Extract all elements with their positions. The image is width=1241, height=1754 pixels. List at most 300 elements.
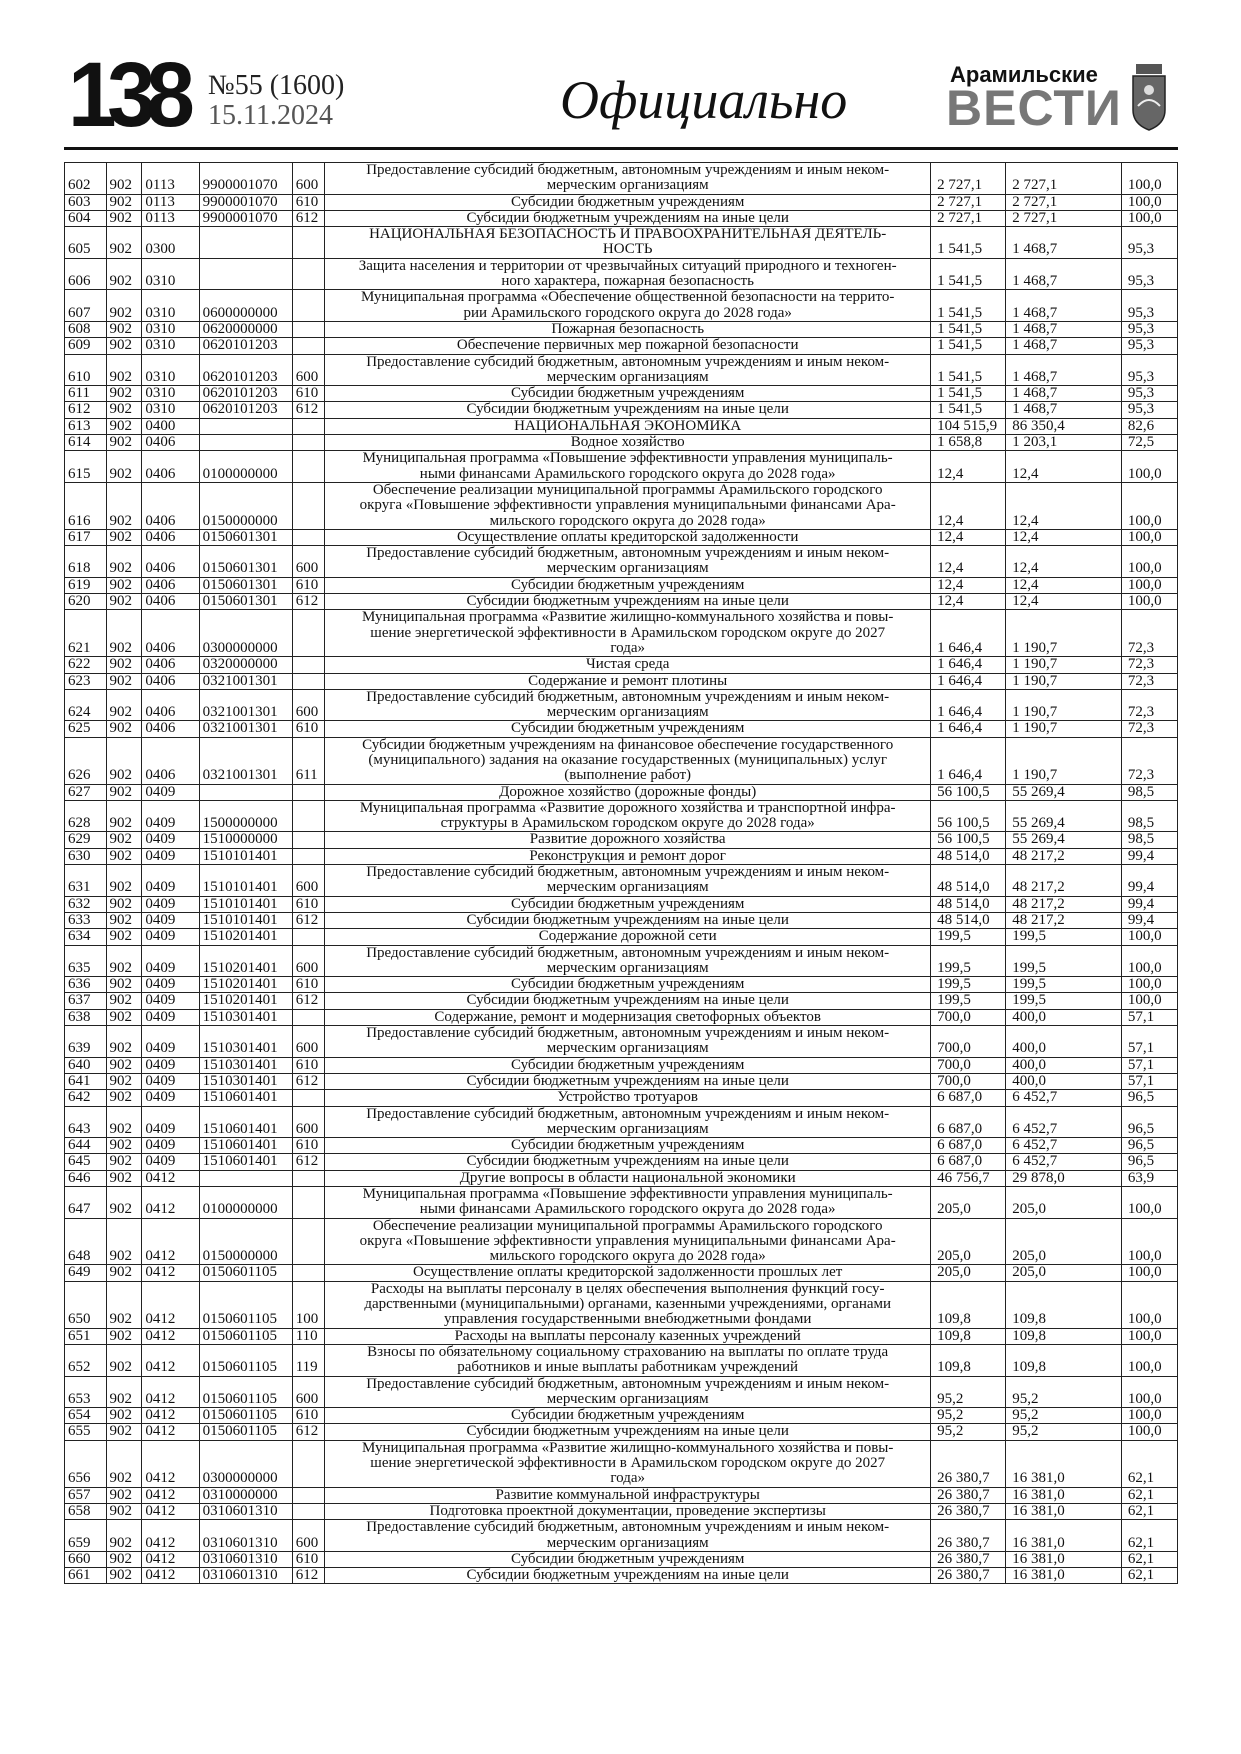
gr-code: 902 xyxy=(106,321,142,337)
planned-amount: 1 541,5 xyxy=(931,227,1006,259)
target-code: 1510201401 xyxy=(199,945,292,977)
target-code: 0150000000 xyxy=(199,482,292,529)
execution-percent: 96,5 xyxy=(1121,1154,1177,1170)
section-code: 0409 xyxy=(142,912,199,928)
executed-amount: 109,8 xyxy=(1006,1344,1122,1376)
table-row xyxy=(65,402,1178,418)
execution-percent: 57,1 xyxy=(1121,1026,1177,1058)
planned-amount: 12,4 xyxy=(931,594,1006,610)
planned-amount: 1 658,8 xyxy=(931,435,1006,451)
expense-type: 612 xyxy=(292,594,325,610)
table-row xyxy=(65,321,1178,337)
planned-amount: 1 646,4 xyxy=(931,721,1006,737)
gr-code: 902 xyxy=(106,529,142,545)
execution-percent: 57,1 xyxy=(1121,1009,1177,1025)
table-row xyxy=(65,1187,1178,1219)
expense-type: 610 xyxy=(292,1551,325,1567)
row-description: Субсидии бюджетным учреждениям на иные цели xyxy=(325,1073,931,1089)
gr-code: 902 xyxy=(106,1009,142,1025)
executed-amount: 1 190,7 xyxy=(1006,689,1122,721)
section-code: 0406 xyxy=(142,577,199,593)
expense-type: 612 xyxy=(292,210,325,226)
gr-code: 902 xyxy=(106,689,142,721)
table-row xyxy=(65,865,1178,897)
expense-type xyxy=(292,1265,325,1281)
gr-code: 902 xyxy=(106,258,142,290)
gr-code: 902 xyxy=(106,1376,142,1408)
planned-amount: 1 541,5 xyxy=(931,321,1006,337)
execution-percent: 82,6 xyxy=(1121,418,1177,434)
target-code: 1510301401 xyxy=(199,1057,292,1073)
row-number: 627 xyxy=(65,784,107,800)
expense-type xyxy=(292,657,325,673)
executed-amount: 2 727,1 xyxy=(1006,194,1122,210)
row-description: Субсидии бюджетным учреждениям xyxy=(325,1138,931,1154)
row-description: Субсидии бюджетным учреждениям xyxy=(325,1057,931,1073)
execution-percent: 100,0 xyxy=(1121,529,1177,545)
row-number: 644 xyxy=(65,1138,107,1154)
table-row xyxy=(65,1408,1178,1424)
row-number: 605 xyxy=(65,227,107,259)
row-description: Субсидии бюджетным учреждениям на иные цели xyxy=(325,912,931,928)
expense-type: 600 xyxy=(292,689,325,721)
target-code: 0150601105 xyxy=(199,1265,292,1281)
target-code xyxy=(199,1170,292,1186)
row-description: Муниципальная программа «Развитие дорожного хозяйства и транспортной инфра- структуры в Арамильском городском округе до 2028 года» xyxy=(325,800,931,832)
executed-amount: 55 269,4 xyxy=(1006,832,1122,848)
table-row xyxy=(65,1344,1178,1376)
target-code: 0150601105 xyxy=(199,1344,292,1376)
target-code: 1510301401 xyxy=(199,1073,292,1089)
expense-type: 610 xyxy=(292,1408,325,1424)
table-row xyxy=(65,451,1178,483)
expense-type: 611 xyxy=(292,737,325,784)
expense-type: 612 xyxy=(292,912,325,928)
executed-amount: 400,0 xyxy=(1006,1057,1122,1073)
row-number: 642 xyxy=(65,1090,107,1106)
target-code: 0150601301 xyxy=(199,529,292,545)
row-description: Субсидии бюджетным учреждениям xyxy=(325,1551,931,1567)
executed-amount: 16 381,0 xyxy=(1006,1503,1122,1519)
expense-type: 610 xyxy=(292,977,325,993)
row-description: Субсидии бюджетным учреждениям xyxy=(325,977,931,993)
gr-code: 902 xyxy=(106,737,142,784)
row-description: Предоставление субсидий бюджетным, автономным учреждениям и иным неком- мерческим организациям xyxy=(325,945,931,977)
expense-type xyxy=(292,451,325,483)
planned-amount: 109,8 xyxy=(931,1281,1006,1328)
expense-type xyxy=(292,1170,325,1186)
expense-type: 610 xyxy=(292,721,325,737)
row-description: Осуществление оплаты кредиторской задолженности прошлых лет xyxy=(325,1265,931,1281)
table-row xyxy=(65,1376,1178,1408)
planned-amount: 1 646,4 xyxy=(931,673,1006,689)
execution-percent: 99,4 xyxy=(1121,912,1177,928)
section-code: 0412 xyxy=(142,1487,199,1503)
executed-amount: 205,0 xyxy=(1006,1218,1122,1265)
planned-amount: 26 380,7 xyxy=(931,1487,1006,1503)
executed-amount: 95,2 xyxy=(1006,1376,1122,1408)
planned-amount: 48 514,0 xyxy=(931,865,1006,897)
executed-amount: 16 381,0 xyxy=(1006,1551,1122,1567)
planned-amount: 48 514,0 xyxy=(931,896,1006,912)
row-number: 602 xyxy=(65,163,107,195)
table-row xyxy=(65,1218,1178,1265)
row-description: Обеспечение реализации муниципальной программы Арамильского городского округа «Повышение эффективности управления муниципальными финансами Ара- мильского городского округа до 2028 года» xyxy=(325,482,931,529)
executed-amount: 6 452,7 xyxy=(1006,1106,1122,1138)
gr-code: 902 xyxy=(106,1170,142,1186)
executed-amount: 12,4 xyxy=(1006,594,1122,610)
row-description: Содержание дорожной сети xyxy=(325,929,931,945)
executed-amount: 6 452,7 xyxy=(1006,1138,1122,1154)
expense-type xyxy=(292,1503,325,1519)
section-code: 0406 xyxy=(142,689,199,721)
section-code: 0113 xyxy=(142,210,199,226)
expense-type: 610 xyxy=(292,1138,325,1154)
target-code: 0150601105 xyxy=(199,1281,292,1328)
execution-percent: 100,0 xyxy=(1121,1187,1177,1219)
section-code: 0409 xyxy=(142,1154,199,1170)
row-description: Субсидии бюджетным учреждениям xyxy=(325,896,931,912)
table-row xyxy=(65,1328,1178,1344)
execution-percent: 100,0 xyxy=(1121,1265,1177,1281)
target-code: 0310601310 xyxy=(199,1503,292,1519)
expense-type xyxy=(292,1440,325,1487)
section-code: 0409 xyxy=(142,1073,199,1089)
execution-percent: 100,0 xyxy=(1121,1376,1177,1408)
target-code: 0150601301 xyxy=(199,546,292,578)
executed-amount: 1 468,7 xyxy=(1006,321,1122,337)
expense-type: 610 xyxy=(292,896,325,912)
table-row xyxy=(65,1487,1178,1503)
row-number: 634 xyxy=(65,929,107,945)
section-code: 0412 xyxy=(142,1187,199,1219)
execution-percent: 96,5 xyxy=(1121,1090,1177,1106)
execution-percent: 63,9 xyxy=(1121,1170,1177,1186)
target-code: 0620101203 xyxy=(199,402,292,418)
row-number: 659 xyxy=(65,1520,107,1552)
gr-code: 902 xyxy=(106,784,142,800)
section-code: 0409 xyxy=(142,1090,199,1106)
target-code: 0320000000 xyxy=(199,657,292,673)
row-number: 625 xyxy=(65,721,107,737)
section-code: 0409 xyxy=(142,945,199,977)
row-description: Расходы на выплаты персоналу казенных учреждений xyxy=(325,1328,931,1344)
expense-type: 612 xyxy=(292,1073,325,1089)
planned-amount: 109,8 xyxy=(931,1328,1006,1344)
executed-amount: 12,4 xyxy=(1006,546,1122,578)
table-row xyxy=(65,1551,1178,1567)
row-number: 650 xyxy=(65,1281,107,1328)
execution-percent: 99,4 xyxy=(1121,896,1177,912)
row-description: Предоставление субсидий бюджетным, автономным учреждениям и иным неком- мерческим организациям xyxy=(325,546,931,578)
table-row xyxy=(65,290,1178,322)
table-row xyxy=(65,929,1178,945)
planned-amount: 1 541,5 xyxy=(931,338,1006,354)
row-number: 607 xyxy=(65,290,107,322)
gr-code: 902 xyxy=(106,1073,142,1089)
planned-amount: 1 646,4 xyxy=(931,657,1006,673)
issue-number: №55 (1600) xyxy=(208,70,345,101)
execution-percent: 100,0 xyxy=(1121,1408,1177,1424)
execution-percent: 95,3 xyxy=(1121,227,1177,259)
executed-amount: 400,0 xyxy=(1006,1073,1122,1089)
table-row xyxy=(65,800,1178,832)
gr-code: 902 xyxy=(106,163,142,195)
coat-of-arms-icon xyxy=(1130,62,1168,132)
expense-type: 110 xyxy=(292,1328,325,1344)
row-number: 648 xyxy=(65,1218,107,1265)
planned-amount: 26 380,7 xyxy=(931,1440,1006,1487)
gr-code: 902 xyxy=(106,832,142,848)
expense-type: 610 xyxy=(292,386,325,402)
gr-code: 902 xyxy=(106,673,142,689)
gr-code: 902 xyxy=(106,1424,142,1440)
row-number: 638 xyxy=(65,1009,107,1025)
expense-type: 119 xyxy=(292,1344,325,1376)
target-code: 1510601401 xyxy=(199,1154,292,1170)
gr-code: 902 xyxy=(106,657,142,673)
row-number: 660 xyxy=(65,1551,107,1567)
row-number: 621 xyxy=(65,610,107,657)
page-number: 138 xyxy=(68,44,186,146)
execution-percent: 72,3 xyxy=(1121,673,1177,689)
planned-amount: 12,4 xyxy=(931,451,1006,483)
row-description: Защита населения и территории от чрезвычайных ситуаций природного и техноген- ного характера, пожарная безопасность xyxy=(325,258,931,290)
executed-amount: 12,4 xyxy=(1006,529,1122,545)
gr-code: 902 xyxy=(106,1344,142,1376)
section-code: 0409 xyxy=(142,1138,199,1154)
section-code: 0412 xyxy=(142,1440,199,1487)
planned-amount: 12,4 xyxy=(931,577,1006,593)
expense-type xyxy=(292,848,325,864)
gr-code: 902 xyxy=(106,1487,142,1503)
row-description: Предоставление субсидий бюджетным, автономным учреждениям и иным неком- мерческим организациям xyxy=(325,689,931,721)
section-code: 0310 xyxy=(142,321,199,337)
planned-amount: 95,2 xyxy=(931,1376,1006,1408)
row-description: Субсидии бюджетным учреждениям на иные цели xyxy=(325,594,931,610)
gr-code: 902 xyxy=(106,194,142,210)
execution-percent: 72,3 xyxy=(1121,610,1177,657)
expense-type xyxy=(292,784,325,800)
row-description: Подготовка проектной документации, проведение экспертизы xyxy=(325,1503,931,1519)
executed-amount: 1 190,7 xyxy=(1006,737,1122,784)
execution-percent: 62,1 xyxy=(1121,1487,1177,1503)
row-description: Муниципальная программа «Обеспечение общественной безопасности на террито- рии Арамильского городского округа до 2028 года» xyxy=(325,290,931,322)
row-description: Субсидии бюджетным учреждениям xyxy=(325,194,931,210)
row-description: Обеспечение реализации муниципальной программы Арамильского городского округа «Повышение эффективности управления муниципальными финансами Ара- мильского городского округа до 2028 года» xyxy=(325,1218,931,1265)
execution-percent: 95,3 xyxy=(1121,258,1177,290)
planned-amount: 26 380,7 xyxy=(931,1520,1006,1552)
section-code: 0310 xyxy=(142,290,199,322)
table-row xyxy=(65,227,1178,259)
table-row xyxy=(65,1265,1178,1281)
gr-code: 902 xyxy=(106,482,142,529)
section-code: 0406 xyxy=(142,451,199,483)
row-number: 653 xyxy=(65,1376,107,1408)
row-number: 620 xyxy=(65,594,107,610)
section-code: 0412 xyxy=(142,1503,199,1519)
target-code xyxy=(199,418,292,434)
row-description: Содержание, ремонт и модернизация светофорных объектов xyxy=(325,1009,931,1025)
table-row xyxy=(65,258,1178,290)
row-description: Развитие коммунальной инфраструктуры xyxy=(325,1487,931,1503)
expense-type: 612 xyxy=(292,1568,325,1584)
table-row xyxy=(65,163,1178,195)
row-description: Субсидии бюджетным учреждениям на финансовое обеспечение государственного (муниципального) задания на оказание государственных (муниципальных) услуг (выполнение работ) xyxy=(325,737,931,784)
expense-type: 600 xyxy=(292,1376,325,1408)
table-row xyxy=(65,354,1178,386)
execution-percent: 57,1 xyxy=(1121,1073,1177,1089)
expense-type xyxy=(292,929,325,945)
row-number: 654 xyxy=(65,1408,107,1424)
gr-code: 902 xyxy=(106,227,142,259)
section-code: 0409 xyxy=(142,1026,199,1058)
row-description: Дорожное хозяйство (дорожные фонды) xyxy=(325,784,931,800)
table-row xyxy=(65,945,1178,977)
gr-code: 902 xyxy=(106,800,142,832)
planned-amount: 1 541,5 xyxy=(931,354,1006,386)
row-number: 619 xyxy=(65,577,107,593)
row-number: 615 xyxy=(65,451,107,483)
gr-code: 902 xyxy=(106,912,142,928)
planned-amount: 700,0 xyxy=(931,1009,1006,1025)
planned-amount: 1 646,4 xyxy=(931,689,1006,721)
row-number: 633 xyxy=(65,912,107,928)
table-row xyxy=(65,546,1178,578)
planned-amount: 46 756,7 xyxy=(931,1170,1006,1186)
expense-type: 612 xyxy=(292,993,325,1009)
executed-amount: 199,5 xyxy=(1006,977,1122,993)
gr-code: 902 xyxy=(106,1551,142,1567)
section-code: 0409 xyxy=(142,1106,199,1138)
execution-percent: 95,3 xyxy=(1121,321,1177,337)
execution-percent: 62,1 xyxy=(1121,1551,1177,1567)
execution-percent: 95,3 xyxy=(1121,354,1177,386)
target-code: 1510201401 xyxy=(199,977,292,993)
gr-code: 902 xyxy=(106,945,142,977)
target-code: 0600000000 xyxy=(199,290,292,322)
row-description: Предоставление субсидий бюджетным, автономным учреждениям и иным неком- мерческим организациям xyxy=(325,1520,931,1552)
execution-percent: 100,0 xyxy=(1121,977,1177,993)
target-code: 0300000000 xyxy=(199,610,292,657)
table-row xyxy=(65,657,1178,673)
executed-amount: 109,8 xyxy=(1006,1281,1122,1328)
gr-code: 902 xyxy=(106,338,142,354)
gr-code: 902 xyxy=(106,1106,142,1138)
target-code: 0620101203 xyxy=(199,386,292,402)
executed-amount: 95,2 xyxy=(1006,1408,1122,1424)
table-row xyxy=(65,721,1178,737)
section-code: 0400 xyxy=(142,418,199,434)
row-number: 657 xyxy=(65,1487,107,1503)
row-number: 652 xyxy=(65,1344,107,1376)
row-description: Муниципальная программа «Развитие жилищно-коммунального хозяйства и повы- шение энергетической эффективности в Арамильском городском округе до 2027 года» xyxy=(325,1440,931,1487)
gr-code: 902 xyxy=(106,1440,142,1487)
row-number: 626 xyxy=(65,737,107,784)
table-row xyxy=(65,1424,1178,1440)
execution-percent: 100,0 xyxy=(1121,482,1177,529)
planned-amount: 26 380,7 xyxy=(931,1503,1006,1519)
table-row xyxy=(65,210,1178,226)
executed-amount: 1 190,7 xyxy=(1006,673,1122,689)
table-row xyxy=(65,912,1178,928)
execution-percent: 95,3 xyxy=(1121,338,1177,354)
row-description: Расходы на выплаты персоналу в целях обеспечения выполнения функций госу- дарственными (муниципальными) органами, казенными учреждениями, органами управления государственными внебюджетными фондами xyxy=(325,1281,931,1328)
table-row xyxy=(65,1090,1178,1106)
planned-amount: 95,2 xyxy=(931,1424,1006,1440)
planned-amount: 6 687,0 xyxy=(931,1138,1006,1154)
section-code: 0409 xyxy=(142,977,199,993)
planned-amount: 199,5 xyxy=(931,929,1006,945)
row-number: 656 xyxy=(65,1440,107,1487)
target-code: 0310000000 xyxy=(199,1487,292,1503)
row-description: Субсидии бюджетным учреждениям на иные цели xyxy=(325,1568,931,1584)
table-row xyxy=(65,1281,1178,1328)
target-code: 0620101203 xyxy=(199,338,292,354)
section-code: 0406 xyxy=(142,594,199,610)
section-code: 0310 xyxy=(142,386,199,402)
gr-code: 902 xyxy=(106,435,142,451)
gr-code: 902 xyxy=(106,402,142,418)
planned-amount: 199,5 xyxy=(931,977,1006,993)
expense-type xyxy=(292,673,325,689)
row-number: 639 xyxy=(65,1026,107,1058)
expense-type xyxy=(292,290,325,322)
planned-amount: 48 514,0 xyxy=(931,912,1006,928)
expense-type xyxy=(292,1218,325,1265)
expense-type xyxy=(292,1090,325,1106)
execution-percent: 99,4 xyxy=(1121,865,1177,897)
executed-amount: 205,0 xyxy=(1006,1187,1122,1219)
executed-amount: 6 452,7 xyxy=(1006,1090,1122,1106)
executed-amount: 1 190,7 xyxy=(1006,610,1122,657)
row-number: 624 xyxy=(65,689,107,721)
planned-amount: 1 646,4 xyxy=(931,610,1006,657)
row-number: 622 xyxy=(65,657,107,673)
row-number: 623 xyxy=(65,673,107,689)
execution-percent: 62,1 xyxy=(1121,1440,1177,1487)
row-number: 613 xyxy=(65,418,107,434)
executed-amount: 1 468,7 xyxy=(1006,402,1122,418)
table-row xyxy=(65,194,1178,210)
executed-amount: 48 217,2 xyxy=(1006,896,1122,912)
execution-percent: 62,1 xyxy=(1121,1503,1177,1519)
target-code: 0321001301 xyxy=(199,721,292,737)
row-description: Устройство тротуаров xyxy=(325,1090,931,1106)
expense-type: 600 xyxy=(292,865,325,897)
row-description: Водное хозяйство xyxy=(325,435,931,451)
table-row xyxy=(65,1073,1178,1089)
section-code: 0412 xyxy=(142,1408,199,1424)
gr-code: 902 xyxy=(106,1026,142,1058)
row-number: 636 xyxy=(65,977,107,993)
expense-type xyxy=(292,227,325,259)
table-row xyxy=(65,737,1178,784)
section-code: 0409 xyxy=(142,1057,199,1073)
target-code: 0150601105 xyxy=(199,1328,292,1344)
target-code: 1510301401 xyxy=(199,1026,292,1058)
row-description: Субсидии бюджетным учреждениям на иные цели xyxy=(325,210,931,226)
expense-type: 610 xyxy=(292,1057,325,1073)
expense-type xyxy=(292,800,325,832)
planned-amount: 26 380,7 xyxy=(931,1568,1006,1584)
table-row xyxy=(65,1026,1178,1058)
target-code: 9900001070 xyxy=(199,194,292,210)
executed-amount: 48 217,2 xyxy=(1006,865,1122,897)
gr-code: 902 xyxy=(106,1057,142,1073)
target-code: 1510601401 xyxy=(199,1106,292,1138)
gr-code: 902 xyxy=(106,610,142,657)
